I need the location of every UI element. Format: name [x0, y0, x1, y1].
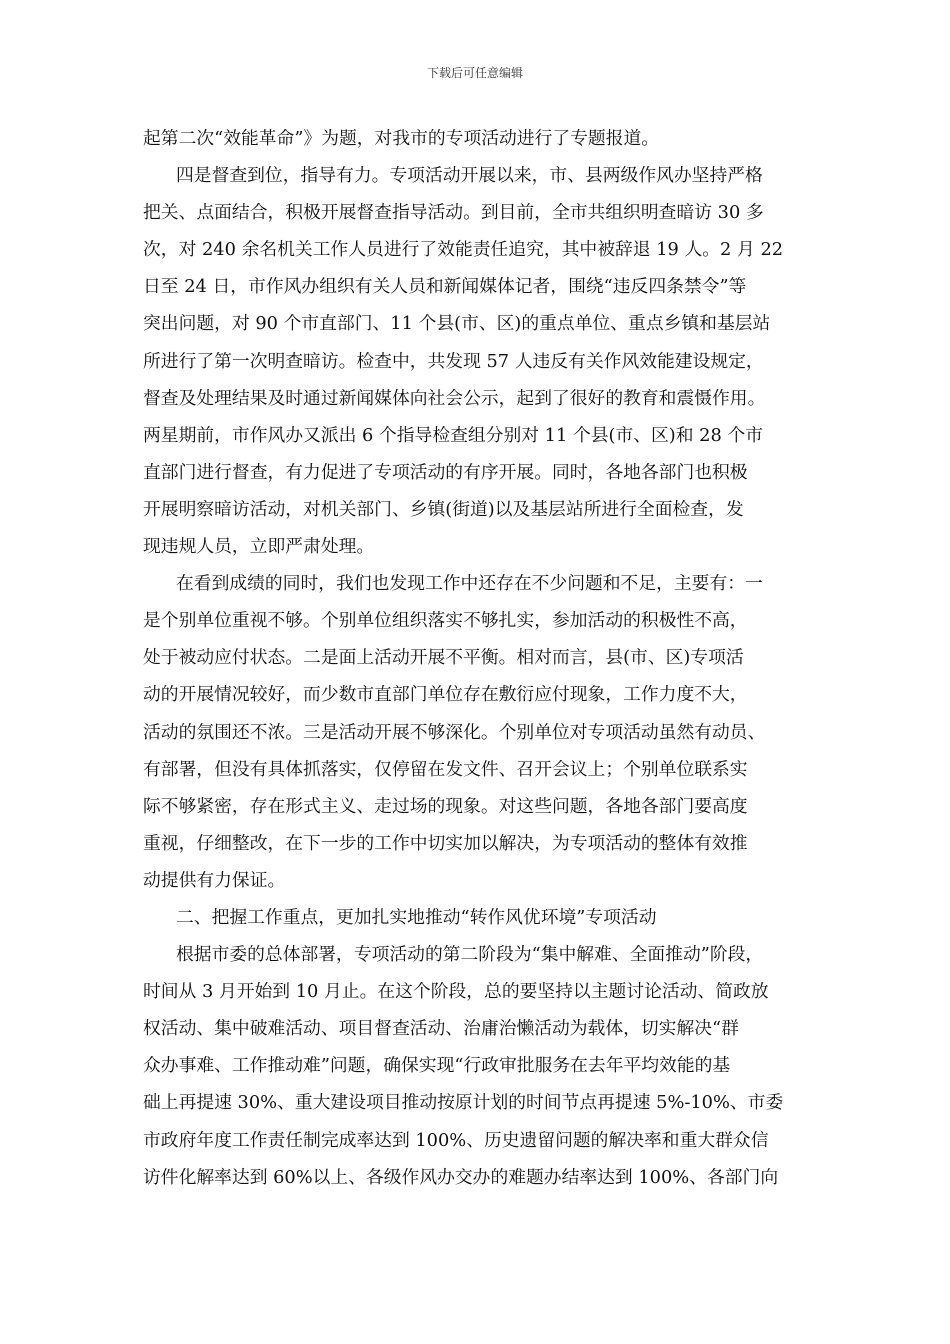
text-line: 在看到成绩的同时，我们也发现工作中还存在不少问题和不足，主要有：一	[176, 573, 763, 595]
text-line: 动的开展情况较好，而少数市直部门单位存在敷衍应付现象，工作力度不大，	[143, 684, 748, 706]
text-line: 四是督查到位，指导有力。专项活动开展以来，市、县两级作风办坚持严格	[176, 165, 763, 187]
text-line: 把关、点面结合，积极开展督查指导活动。到目前，全市共组织明查暗访 30 多	[143, 202, 764, 224]
text-line: 际不够紧密，存在形式主义、走过场的现象。对这些问题，各地各部门要高度	[143, 795, 748, 817]
text-line: 根据市委的总体部署，专项活动的第二阶段为“集中解难、全面推动”阶段，	[176, 944, 764, 966]
text-line: 起第二次“效能革命”》为题，对我市的专项活动进行了专题报道。	[143, 128, 660, 149]
text-line: 所进行了第一次明查暗访。检查中，共发现 57 人违反有关作风效能建设规定，	[143, 350, 764, 372]
text-line: 有部署，但没有具体抓落实，仅停留在发文件、召开会议上；个别单位联系实	[143, 758, 748, 780]
text-line: 时间从 3 月开始到 10 月止。在这个阶段，总的要坚持以主题讨论活动、简政放	[143, 981, 769, 1003]
document-body	[143, 120, 823, 1196]
text-line: 重视，仔细整改，在下一步的工作中切实加以解决，为专项活动的整体有效推	[143, 832, 748, 854]
text-line: 督查及处理结果及时通过新闻媒体向社会公示，起到了很好的教育和震慑作用。	[143, 387, 766, 409]
text-line: 日至 24 日，市作风办组织有关人员和新闻媒体记者，围绕“违反四条禁令”等	[143, 276, 747, 298]
text-line: 直部门进行督查，有力促进了专项活动的有序开展。同时，各地各部门也积极	[143, 461, 748, 483]
text-line: 众办事难、工作推动难”问题，确保实现“行政审批服务在去年平均效能的基	[143, 1055, 731, 1077]
text-line: 动提供有力保证。	[143, 869, 286, 891]
page-header: 下载后可任意编辑	[426, 66, 523, 80]
text-line: 开展明察暗访活动，对机关部门、乡镇(街道)以及基层站所进行全面检查，发	[143, 498, 744, 520]
text-line: 次，对 240 余名机关工作人员进行了效能责任追究，其中被辞退 19 人。2 月 22	[143, 239, 784, 261]
text-line: 现违规人员，立即严肃处理。	[143, 536, 375, 558]
text-line: 处于被动应付状态。二是面上活动开展不平衡。相对而言，县(市、区)专项活	[143, 647, 744, 669]
text-line: 础上再提速 30%、重大建设项目推动按原计划的时间节点再提速 5%-10%、市委	[143, 1092, 784, 1114]
text-line: 二、把握工作重点，更加扎实地推动“转作风优环境”专项活动	[176, 906, 657, 928]
text-line: 活动的氛围还不浓。三是活动开展不够深化。个别单位对专项活动虽然有动员、	[143, 721, 766, 743]
text-line: 突出问题，对 90 个市直部门、11 个县(市、区)的重点单位、重点乡镇和基层站	[143, 313, 771, 335]
text-line: 是个别单位重视不够。个别单位组织落实不够扎实，参加活动的积极性不高，	[143, 610, 748, 632]
text-line: 两星期前，市作风办又派出 6 个指导检查组分别对 11 个县(市、区)和 28 个市	[143, 424, 764, 446]
text-line: 市政府年度工作责任制完成率达到 100%、历史遗留问题的解决率和重大群众信	[143, 1129, 769, 1151]
text-line: 访件化解率达到 60%以上、各级作风办交办的难题办结率达到 100%、各部门向	[143, 1166, 779, 1188]
text-line: 权活动、集中破难活动、项目督查活动、治庸治懒活动为载体，切实解决“群	[143, 1018, 739, 1040]
